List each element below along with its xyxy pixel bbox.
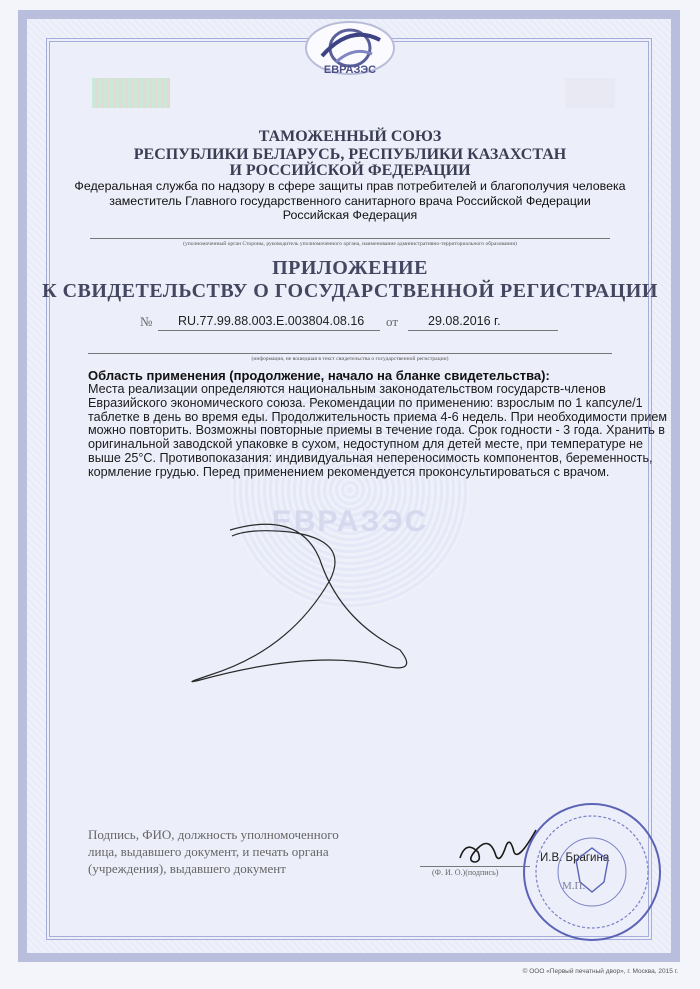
registration-date: 29.08.2016 г. bbox=[428, 314, 501, 328]
watermark-text: ЕВРАЗЭС bbox=[271, 505, 429, 538]
printer-credit: © ООО «Первый печатный двор», г. Москва, 2015 г. bbox=[522, 968, 678, 975]
footer-caption bbox=[88, 826, 339, 877]
union-line-1: ТАМОЖЕННЫЙ СОЮЗ bbox=[258, 128, 442, 145]
hologram-strip-left bbox=[92, 78, 170, 108]
signer-name: И.В. Брагина bbox=[540, 852, 610, 864]
authority-rule bbox=[90, 238, 610, 239]
footer-line-2: лица, выдавшего документ, и печать органа bbox=[88, 844, 329, 859]
info-rule bbox=[88, 353, 612, 354]
number-rule bbox=[158, 330, 380, 331]
text-line: выше 25°С. Противопоказания: индивидуальная непереносимость компонентов, беременность, bbox=[88, 450, 653, 465]
official-seal bbox=[520, 800, 664, 944]
text-line: Места реализации определяются национальным законодательством государств-членов bbox=[88, 382, 606, 396]
title-line-1: ПРИЛОЖЕНИЕ bbox=[272, 257, 428, 279]
application-area-heading: Область применения (продолжение, начало на бланке свидетельства): bbox=[88, 368, 550, 383]
text-line: Евразийского экономического союза. Рекомендации по применению: взрослым по 1 капсуле/1 bbox=[88, 395, 643, 410]
text-line: можно повторить. Возможны повторные приемы в течение года. Срок годности - 3 года. Хранить в bbox=[88, 423, 665, 438]
service-line-3: Российская Федерация bbox=[282, 208, 418, 222]
footer-line-3: (учреждения), выдавшего документ bbox=[88, 861, 286, 876]
signature-rule bbox=[420, 866, 530, 867]
cancellation-scribble bbox=[170, 500, 440, 690]
authority-caption: (уполномоченный орган Стороны, руководитель уполномоченного органа, наименование административно-территориального образования) bbox=[183, 241, 517, 247]
union-line-2: РЕСПУБЛИКИ БЕЛАРУСЬ, РЕСПУБЛИКИ КАЗАХСТАН bbox=[133, 146, 567, 163]
service-line-2: заместитель Главного государственного санитарного врача Российской Федерации bbox=[109, 194, 591, 208]
text-line: кормление грудью. Перед применением рекомендуется проконсультироваться с врачом. bbox=[88, 464, 610, 479]
stamp-label: М.П. bbox=[562, 880, 586, 892]
title-line-2: К СВИДЕТЕЛЬСТВУ О ГОСУДАРСТВЕННОЙ РЕГИСТРАЦИИ bbox=[42, 280, 658, 302]
info-caption: (информация, не вошедшая в текст свидетельства о государственной регистрации) bbox=[251, 356, 449, 362]
fio-caption bbox=[432, 868, 498, 877]
footer-line-1: Подпись, ФИО, должность уполномоченного bbox=[88, 827, 339, 842]
service-line-1: Федеральная служба по надзору в сфере защиты прав потребителей и благополучия человека bbox=[74, 179, 626, 193]
registration-number: RU.77.99.88.003.E.003804.08.16 bbox=[178, 314, 365, 328]
text-line: оригинальной заводской упаковке в сухом, недоступном для детей месте, при температуре не bbox=[88, 437, 644, 452]
date-label: от bbox=[386, 314, 399, 329]
logo-caption: ЕВРАЗЭС bbox=[323, 64, 377, 76]
text-line: таблетке в день во время еды. Продолжительность приема 4-6 недель. При необходимости прием bbox=[88, 409, 668, 424]
hologram-strip-right bbox=[565, 78, 615, 108]
application-area-text bbox=[88, 382, 668, 480]
fio-caption-text: (Ф. И. О.) bbox=[432, 868, 466, 877]
date-rule bbox=[408, 330, 558, 331]
number-label: № bbox=[140, 314, 153, 329]
union-line-3: И РОССИЙСКОЙ ФЕДЕРАЦИИ bbox=[229, 162, 471, 179]
sign-caption-text: (подпись) bbox=[465, 868, 499, 877]
